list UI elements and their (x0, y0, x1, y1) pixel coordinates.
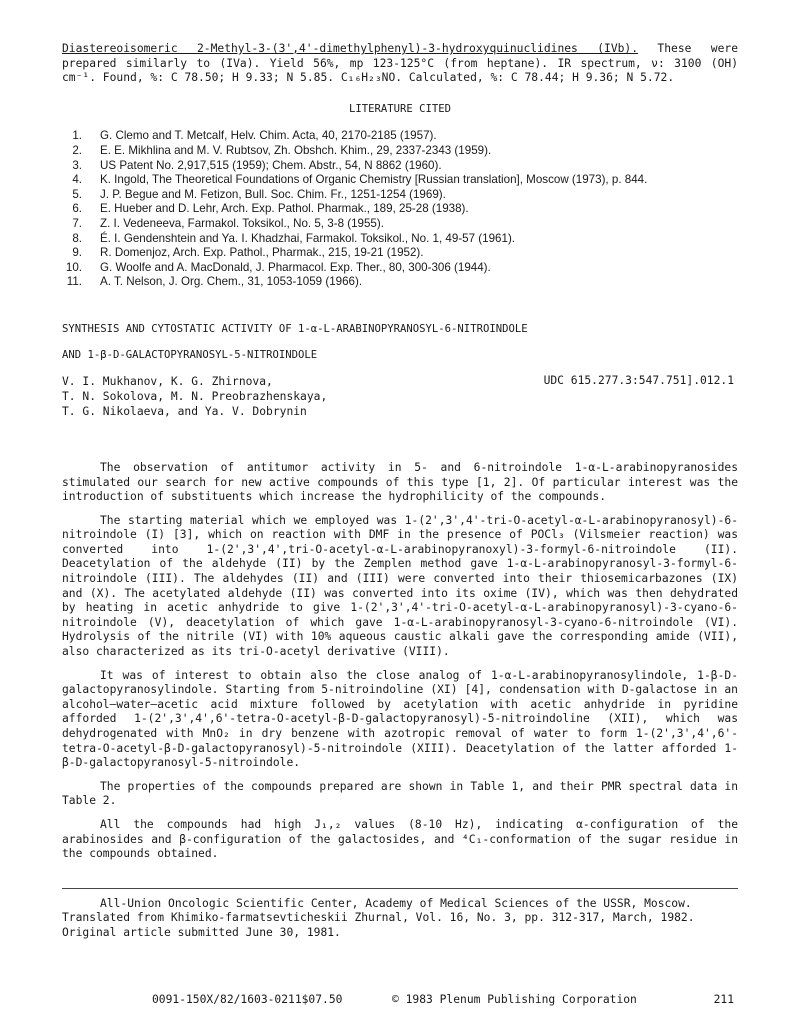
page-number: 211 (713, 993, 734, 1006)
copyright-notice: © 1983 Plenum Publishing Corporation (392, 993, 637, 1006)
reference-number: 8. (72, 231, 82, 245)
reference-number: 3. (72, 158, 82, 172)
reference-text: Z. I. Vedeneeva, Farmakol. Toksikol., No. 5, 3-8 (1955). (100, 216, 384, 230)
compound-heading: Diastereoisomeric 2-Methyl-3-(3',4'-dimethylphenyl)-3-hydroxyquinuclidines (IVb). (62, 42, 639, 55)
udc-code: UDC 615.277.3:547.751].012.1 (543, 373, 734, 387)
reference-text: E. Hueber and D. Lehr, Arch. Exp. Pathol. Pharmak., 189, 25-28 (1938). (100, 202, 469, 216)
body-paragraph: All the compounds had high J₁,₂ values (8-10 Hz), indicating α-configuration of the arabinosides and β-configuration of the galactosides, and ⁴C₁-conformation of the sugar residue in the compounds obtained. (62, 817, 738, 861)
reference-item (62, 173, 738, 188)
reference-list (62, 129, 738, 290)
reference-item (62, 188, 738, 203)
author-line: T. G. Nikolaeva, and Ya. V. Dobrynin (62, 404, 307, 418)
reference-item (62, 202, 738, 217)
reference-text: E. E. Mikhlina and M. V. Rubtsov, Zh. Obshch. Khim., 29, 2337-2343 (1959). (100, 143, 492, 157)
reference-number: 5. (72, 187, 82, 201)
article-title-line: AND 1-β-D-GALACTOPYRANOSYL-5-NITROINDOLE (62, 348, 318, 361)
reference-number: 6. (72, 202, 82, 216)
reference-item (62, 275, 738, 290)
article-title-line: SYNTHESIS AND CYTOSTATIC ACTIVITY OF 1-α-L-ARABINOPYRANOSYL-6-NITROINDOLE (62, 322, 528, 335)
reference-text: J. P. Begue and M. Fetizon, Bull. Soc. Chim. Fr., 1251-1254 (1969). (100, 187, 446, 201)
reference-number: 2. (72, 143, 82, 157)
reference-text: K. Ingold, The Theoretical Foundations of Organic Chemistry [Russian translation], Moscow (1973), p. 844. (100, 173, 648, 187)
reference-text: R. Domenjoz, Arch. Exp. Pathol., Pharmak., 215, 19-21 (1952). (100, 246, 424, 260)
paper-page (62, 42, 738, 941)
literature-cited-title: LITERATURE CITED (348, 102, 452, 115)
reference-item (62, 144, 738, 159)
reference-item (62, 159, 738, 174)
reference-text: A. T. Nelson, J. Org. Chem., 31, 1053-1059 (1966). (100, 275, 363, 289)
body-paragraph: The properties of the compounds prepared are shown in Table 1, and their PMR spectral data in Table 2. (62, 779, 738, 808)
reference-item (62, 261, 738, 276)
body-paragraph: The observation of antitumor activity in 5- and 6-nitroindole 1-α-L-arabinopyranosides stimulated our search for new active compounds of this type [1, 2]. Of particular interest was the introduction of substituents which increase the hydrophilicity of the compounds. (62, 460, 738, 504)
footnote-divider (62, 888, 738, 889)
reference-number: 7. (72, 216, 82, 230)
author-line: V. I. Mukhanov, K. G. Zhirnova, (62, 374, 273, 388)
reference-item (62, 232, 738, 247)
reference-number: 9. (72, 246, 82, 260)
reference-item (62, 217, 738, 232)
reference-text: G. Woolfe and A. MacDonald, J. Pharmacol. Exp. Ther., 80, 300-306 (1944). (100, 260, 491, 274)
reference-number: 4. (72, 173, 82, 187)
article-code: 0091-150X/82/1603-0211$07.50 (152, 993, 343, 1006)
reference-item (62, 246, 738, 261)
body-paragraph: It was of interest to obtain also the close analog of 1-α-L-arabinopyranosylindole, 1-β-D-galactopyranosylindole. Starting from 5-nitroindoline (XI) [4], condensation with D-galactose in an alcohol—water—acetic acid mixture followed by acetylation with acetic anhydride in pyridine afforded 1-(2',3',4',6'-tetra-O-acetyl-β-D-galactopyranosyl)-5-nitroindoline (XII), which was dehydrogenated with MnO₂ in dry benzene with azotropic removal of water to form 1-(2',3',4',6'-tetra-O-acetyl-β-D-galactopyranosyl)-5-nitroindole (XIII). Deacetylation of the latter afforded 1-β-D-galactopyranosyl-5-nitroindole. (62, 668, 738, 770)
reference-text: US Patent No. 2,917,515 (1959); Chem. Abstr., 54, N 8862 (1960). (100, 158, 442, 172)
intro-text: These were prepared similarly to (IVa). Yield 56%, mp 123-125°C (from heptane). IR spectrum, ν: 3100 (OH) cm⁻¹. Found, %: C 78.50; H 9.33; N 5.85. C₁₆H₂₃NO. Calculated, %: C 78.44; H 9.36; N 5.72. (62, 42, 738, 85)
intro-paragraph (62, 42, 738, 86)
reference-number: 11. (66, 275, 82, 289)
reference-text: É. I. Gendenshtein and Ya. I. Khadzhai, Farmakol. Toksikol., No. 1, 49-57 (1961). (100, 231, 516, 245)
article-title (62, 316, 738, 368)
reference-number: 10. (65, 260, 82, 274)
reference-item (62, 129, 738, 144)
reference-number: 1. (72, 129, 82, 143)
body-paragraph: The starting material which we employed was 1-(2',3',4'-tri-O-acetyl-α-L-arabinopyranosyl)-6-nitroindole (I) [3], which on reaction with DMF in the presence of POCl₃ (Vilsmeier reaction) was converted into 1-(2',3',4',tri-O-acetyl-α-L-arabinopyranoxyl)-3-formyl-6-nitroindole (II). Deacetylation of the aldehyde (II) by the Zemplen method gave 1-α-L-arabinopyranosyl-3-formyl-6-nitroindole (III). The aldehydes (II) and (III) were converted into their thiosemicarbazones (IX) and (X). The acetylated aldehyde (II) was converted into its oxime (IV), which was then dehydrated by heating in acetic anhydride to give 1-(2',3',4'-tri-O-acetyl-α-L-arabinopyranosyl)-3-cyano-6-nitroindole (V), deacetylation of which gave 1-α-L-arabinopyranosyl-3-cyano-6-nitroindole (VI). Hydrolysis of the nitrile (VI) with 10% aqueous caustic alkali gave the corresponding amide (VII), also characterized as its tri-O-acetyl derivative (VIII). (62, 513, 738, 659)
author-line: T. N. Sokolova, M. N. Preobrazhenskaya, (62, 389, 328, 403)
reference-text: G. Clemo and T. Metcalf, Helv. Chim. Acta, 40, 2170-2185 (1957). (100, 129, 437, 143)
footnote: All-Union Oncologic Scientific Center, Academy of Medical Sciences of the USSR, Moscow. Translated from Khimiko-farmatsevticheskii Zhurnal, Vol. 16, No. 3, pp. 312-317, March, 1982. Original article submitted June 30, 1981. (62, 896, 695, 939)
byline (62, 374, 738, 419)
